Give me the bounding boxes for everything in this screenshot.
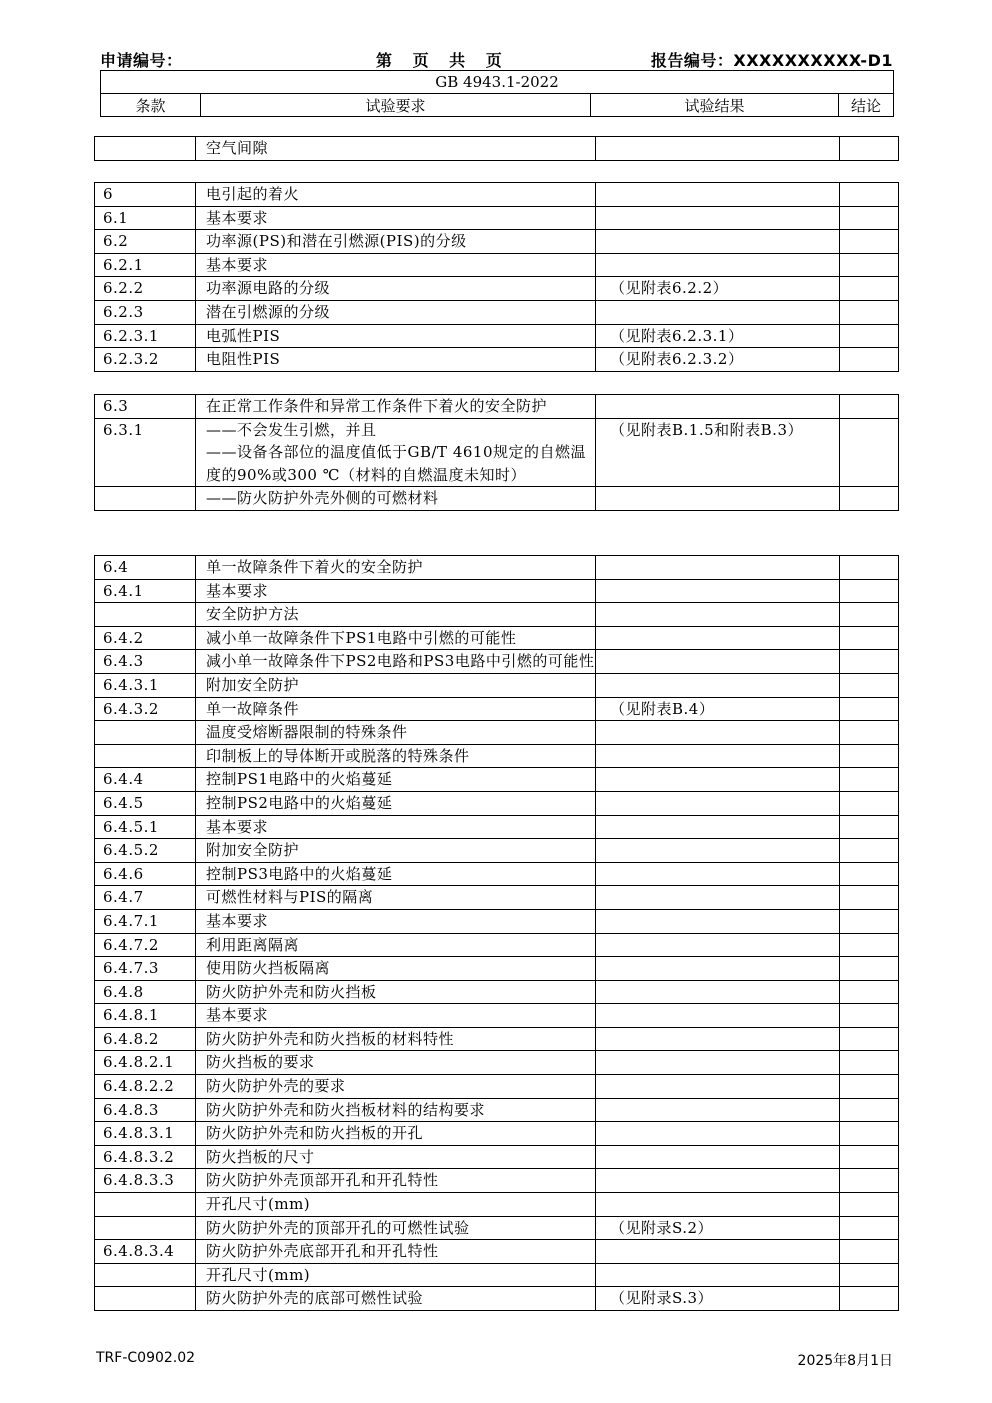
verdict-cell — [840, 909, 899, 933]
clause-cell: 6.4.5 — [95, 791, 196, 815]
clause-cell — [95, 1193, 196, 1217]
result-cell — [596, 300, 840, 324]
clause-cell: 6.4.8 — [95, 980, 196, 1004]
verdict-cell — [840, 1027, 899, 1051]
requirement-cell: 可燃性材料与PIS的隔离 — [196, 886, 596, 910]
clause-cell: 6.4.7.2 — [95, 933, 196, 957]
verdict-cell — [840, 1098, 899, 1122]
clause-cell — [95, 1263, 196, 1287]
table-row — [95, 556, 899, 580]
table-row — [95, 650, 899, 674]
requirement-cell: 控制PS1电路中的火焰蔓延 — [196, 768, 596, 792]
table-row — [95, 137, 899, 161]
verdict-cell — [840, 418, 899, 487]
requirement-cell: 空气间隙 — [196, 137, 596, 161]
column-header-verdict: 结论 — [839, 94, 894, 117]
table-row — [95, 768, 899, 792]
table-row — [95, 839, 899, 863]
result-cell: （见附录S.2） — [596, 1216, 840, 1240]
verdict-cell — [840, 980, 899, 1004]
verdict-cell — [840, 626, 899, 650]
result-cell — [596, 1051, 840, 1075]
requirement-cell: 功率源电路的分级 — [196, 277, 596, 301]
requirement-cell: 防火防护外壳底部开孔和开孔特性 — [196, 1240, 596, 1264]
clause-cell: 6.4.8.3 — [95, 1098, 196, 1122]
verdict-cell — [840, 603, 899, 627]
verdict-cell — [840, 1287, 899, 1311]
verdict-cell — [840, 721, 899, 745]
requirement-cell: 基本要求 — [196, 1004, 596, 1028]
clause-cell: 6.4.3.2 — [95, 697, 196, 721]
clause-cell: 6.4.6 — [95, 862, 196, 886]
clause-cell — [95, 744, 196, 768]
requirement-cell: 减小单一故障条件下PS2电路和PS3电路中引燃的可能性 — [196, 650, 596, 674]
clause-cell: 6.4.8.2 — [95, 1027, 196, 1051]
table-row — [95, 862, 899, 886]
table-row — [95, 1145, 899, 1169]
form-number: TRF-C0902.02 — [96, 1350, 196, 1366]
requirement-cell: 潜在引燃源的分级 — [196, 300, 596, 324]
result-cell — [596, 487, 840, 511]
report-number: 报告编号：XXXXXXXXXX-D1 — [650, 51, 893, 70]
issue-date: 2025年8月1日 — [797, 1353, 893, 1369]
result-cell — [596, 603, 840, 627]
requirement-cell: 电引起的着火 — [196, 183, 596, 207]
table-row — [95, 579, 899, 603]
requirement-cell: 基本要求 — [196, 815, 596, 839]
clause-cell — [95, 721, 196, 745]
table-row — [95, 253, 899, 277]
clause-table-1 — [94, 136, 899, 161]
verdict-cell — [840, 933, 899, 957]
result-cell — [596, 626, 840, 650]
requirement-cell: 控制PS2电路中的火焰蔓延 — [196, 791, 596, 815]
clause-cell: 6 — [95, 183, 196, 207]
table-row — [95, 1075, 899, 1099]
table-row — [95, 1027, 899, 1051]
requirement-cell: 防火防护外壳的底部可燃性试验 — [196, 1287, 596, 1311]
verdict-cell — [840, 862, 899, 886]
requirement-cell: 使用防火挡板隔离 — [196, 957, 596, 981]
result-cell — [596, 768, 840, 792]
clause-cell: 6.2.3 — [95, 300, 196, 324]
requirement-cell: 控制PS3电路中的火焰蔓延 — [196, 862, 596, 886]
verdict-cell — [840, 697, 899, 721]
table-row — [95, 909, 899, 933]
result-cell — [596, 957, 840, 981]
result-cell — [596, 556, 840, 580]
verdict-cell — [840, 768, 899, 792]
result-cell — [596, 1004, 840, 1028]
verdict-cell — [840, 791, 899, 815]
column-header-result: 试验结果 — [591, 94, 839, 117]
page-info: 第 页 共 页 — [376, 51, 503, 70]
clause-table-2 — [94, 182, 899, 372]
table-row — [95, 673, 899, 697]
table-row — [95, 603, 899, 627]
clause-cell: 6.2.3.1 — [95, 324, 196, 348]
result-cell: （见附表B.4） — [596, 697, 840, 721]
result-cell — [596, 1027, 840, 1051]
clause-cell — [95, 1287, 196, 1311]
requirement-cell: 防火防护外壳和防火挡板 — [196, 980, 596, 1004]
result-cell — [596, 253, 840, 277]
result-cell: （见附表6.2.3.2） — [596, 348, 840, 372]
requirement-cell: 电阻性PIS — [196, 348, 596, 372]
result-cell — [596, 1098, 840, 1122]
result-cell: （见附表6.2.3.1） — [596, 324, 840, 348]
table-row — [95, 1004, 899, 1028]
verdict-cell — [840, 324, 899, 348]
clause-cell: 6.4.3 — [95, 650, 196, 674]
result-cell — [596, 909, 840, 933]
requirement-cell: 单一故障条件 — [196, 697, 596, 721]
clause-cell — [95, 487, 196, 511]
verdict-cell — [840, 1216, 899, 1240]
table-row — [95, 348, 899, 372]
verdict-cell — [840, 1263, 899, 1287]
clause-cell: 6.4.5.2 — [95, 839, 196, 863]
standard-number: GB 4943.1-2022 — [101, 71, 894, 94]
header-table — [100, 70, 894, 117]
column-header-clause: 条款 — [101, 94, 201, 117]
requirement-cell: 温度受熔断器限制的特殊条件 — [196, 721, 596, 745]
table-row — [95, 1098, 899, 1122]
table-row — [95, 886, 899, 910]
table-row — [95, 487, 899, 511]
result-cell — [596, 791, 840, 815]
table-row — [95, 1169, 899, 1193]
clause-cell: 6.1 — [95, 206, 196, 230]
clause-cell — [95, 137, 196, 161]
clause-cell: 6.3.1 — [95, 418, 196, 487]
requirement-cell: 防火防护外壳和防火挡板的开孔 — [196, 1122, 596, 1146]
result-cell — [596, 183, 840, 207]
verdict-cell — [840, 1240, 899, 1264]
requirement-cell: 基本要求 — [196, 253, 596, 277]
table-row — [95, 744, 899, 768]
requirement-cell: 防火防护外壳的要求 — [196, 1075, 596, 1099]
verdict-cell — [840, 206, 899, 230]
requirement-cell: 减小单一故障条件下PS1电路中引燃的可能性 — [196, 626, 596, 650]
table-row — [95, 1263, 899, 1287]
table-row — [95, 697, 899, 721]
table-row — [95, 626, 899, 650]
table-row — [95, 1216, 899, 1240]
result-cell — [596, 395, 840, 419]
verdict-cell — [840, 886, 899, 910]
result-cell — [596, 721, 840, 745]
requirement-cell: 防火防护外壳和防火挡板材料的结构要求 — [196, 1098, 596, 1122]
verdict-cell — [840, 277, 899, 301]
clause-cell: 6.4.8.3.2 — [95, 1145, 196, 1169]
clause-cell: 6.4.8.3.4 — [95, 1240, 196, 1264]
verdict-cell — [840, 579, 899, 603]
table-row — [95, 933, 899, 957]
requirement-cell: 防火防护外壳和防火挡板的材料特性 — [196, 1027, 596, 1051]
requirement-cell: 防火防护外壳顶部开孔和开孔特性 — [196, 1169, 596, 1193]
clause-cell: 6.4.8.2.2 — [95, 1075, 196, 1099]
table-row — [95, 277, 899, 301]
verdict-cell — [840, 395, 899, 419]
clause-cell: 6.2 — [95, 230, 196, 254]
table-row — [95, 324, 899, 348]
result-cell — [596, 579, 840, 603]
requirement-cell: 开孔尺寸(mm) — [196, 1193, 596, 1217]
clause-cell: 6.2.3.2 — [95, 348, 196, 372]
requirement-cell: 在正常工作条件和异常工作条件下着火的安全防护 — [196, 395, 596, 419]
table-row — [95, 815, 899, 839]
clause-cell: 6.4 — [95, 556, 196, 580]
verdict-cell — [840, 487, 899, 511]
requirement-cell: 功率源(PS)和潜在引燃源(PIS)的分级 — [196, 230, 596, 254]
result-cell: （见附录S.3） — [596, 1287, 840, 1311]
verdict-cell — [840, 137, 899, 161]
clause-cell: 6.4.8.2.1 — [95, 1051, 196, 1075]
result-cell — [596, 650, 840, 674]
result-cell — [596, 1122, 840, 1146]
requirement-cell: 附加安全防护 — [196, 673, 596, 697]
verdict-cell — [840, 556, 899, 580]
table-row — [95, 1122, 899, 1146]
table-row — [95, 957, 899, 981]
table-row — [95, 206, 899, 230]
requirement-cell: ——不会发生引燃，并且 ——设备各部位的温度值低于GB/T 4610规定的自燃温度的90%或300 ℃（材料的自燃温度未知时） — [196, 418, 596, 487]
result-cell — [596, 673, 840, 697]
verdict-cell — [840, 1004, 899, 1028]
requirement-cell: 附加安全防护 — [196, 839, 596, 863]
verdict-cell — [840, 1145, 899, 1169]
verdict-cell — [840, 957, 899, 981]
verdict-cell — [840, 348, 899, 372]
clause-cell: 6.4.8.1 — [95, 1004, 196, 1028]
result-cell: （见附表6.2.2） — [596, 277, 840, 301]
verdict-cell — [840, 253, 899, 277]
verdict-cell — [840, 1075, 899, 1099]
verdict-cell — [840, 1051, 899, 1075]
clause-cell: 6.2.2 — [95, 277, 196, 301]
table-row — [95, 980, 899, 1004]
result-cell — [596, 1240, 840, 1264]
requirement-cell: 开孔尺寸(mm) — [196, 1263, 596, 1287]
table-row — [95, 791, 899, 815]
requirement-cell: 基本要求 — [196, 206, 596, 230]
result-cell — [596, 137, 840, 161]
clause-table-3 — [94, 394, 899, 511]
result-cell — [596, 862, 840, 886]
result-cell — [596, 744, 840, 768]
table-row — [95, 721, 899, 745]
clause-cell: 6.4.1 — [95, 579, 196, 603]
table-row — [95, 230, 899, 254]
table-row — [95, 300, 899, 324]
clause-cell: 6.4.2 — [95, 626, 196, 650]
requirement-cell: 基本要求 — [196, 579, 596, 603]
verdict-cell — [840, 183, 899, 207]
result-cell — [596, 206, 840, 230]
application-number-label: 申请编号： — [100, 51, 183, 70]
result-cell: （见附表B.1.5和附表B.3） — [596, 418, 840, 487]
result-cell — [596, 1169, 840, 1193]
verdict-cell — [840, 815, 899, 839]
requirement-cell: 防火挡板的要求 — [196, 1051, 596, 1075]
verdict-cell — [840, 300, 899, 324]
clause-table-4 — [94, 555, 899, 1311]
clause-cell — [95, 1216, 196, 1240]
table-row — [95, 1240, 899, 1264]
clause-cell: 6.4.3.1 — [95, 673, 196, 697]
verdict-cell — [840, 744, 899, 768]
clause-cell: 6.3 — [95, 395, 196, 419]
requirement-cell: 基本要求 — [196, 909, 596, 933]
requirement-cell: 单一故障条件下着火的安全防护 — [196, 556, 596, 580]
clause-cell: 6.4.8.3.3 — [95, 1169, 196, 1193]
requirement-cell: 防火防护外壳的顶部开孔的可燃性试验 — [196, 1216, 596, 1240]
verdict-cell — [840, 1169, 899, 1193]
clause-cell: 6.2.1 — [95, 253, 196, 277]
clause-cell: 6.4.4 — [95, 768, 196, 792]
clause-cell — [95, 603, 196, 627]
requirement-cell: 安全防护方法 — [196, 603, 596, 627]
result-cell — [596, 1263, 840, 1287]
requirement-cell: ——防火防护外壳外侧的可燃材料 — [196, 487, 596, 511]
clause-cell: 6.4.7.1 — [95, 909, 196, 933]
result-cell — [596, 933, 840, 957]
table-row — [95, 183, 899, 207]
verdict-cell — [840, 650, 899, 674]
result-cell — [596, 1193, 840, 1217]
table-row — [95, 1287, 899, 1311]
result-cell — [596, 230, 840, 254]
requirement-cell: 印制板上的导体断开或脱落的特殊条件 — [196, 744, 596, 768]
requirement-cell: 电弧性PIS — [196, 324, 596, 348]
requirement-cell: 利用距离隔离 — [196, 933, 596, 957]
verdict-cell — [840, 230, 899, 254]
table-row — [95, 1193, 899, 1217]
clause-cell: 6.4.7.3 — [95, 957, 196, 981]
result-cell — [596, 1145, 840, 1169]
result-cell — [596, 980, 840, 1004]
requirement-cell: 防火挡板的尺寸 — [196, 1145, 596, 1169]
result-cell — [596, 839, 840, 863]
table-row — [95, 395, 899, 419]
result-cell — [596, 1075, 840, 1099]
table-row — [95, 418, 899, 487]
clause-cell: 6.4.5.1 — [95, 815, 196, 839]
verdict-cell — [840, 1122, 899, 1146]
verdict-cell — [840, 673, 899, 697]
verdict-cell — [840, 839, 899, 863]
result-cell — [596, 886, 840, 910]
verdict-cell — [840, 1193, 899, 1217]
table-row — [95, 1051, 899, 1075]
result-cell — [596, 815, 840, 839]
clause-cell: 6.4.8.3.1 — [95, 1122, 196, 1146]
column-header-requirement: 试验要求 — [201, 94, 591, 117]
clause-cell: 6.4.7 — [95, 886, 196, 910]
